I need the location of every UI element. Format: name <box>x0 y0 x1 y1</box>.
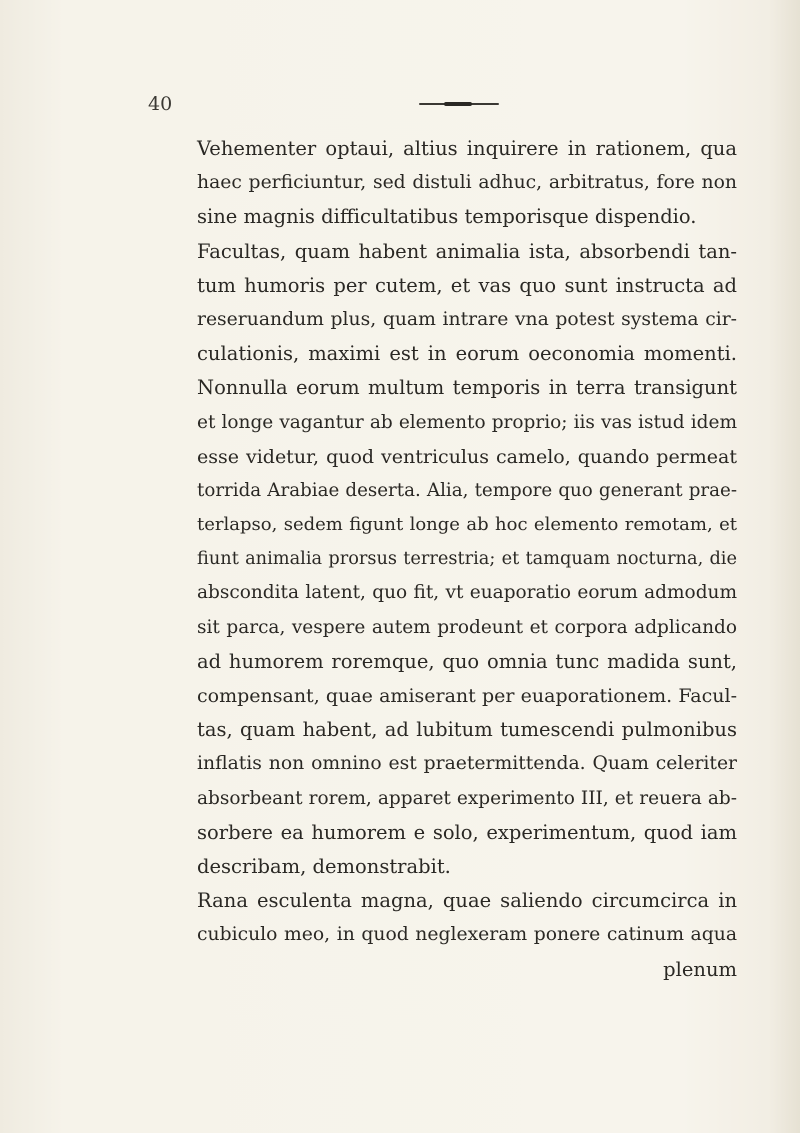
text-line: sit parca, vespere autem prodeunt et corpora adplicando <box>197 616 737 638</box>
text-line: torrida Arabiae deserta. Alia, tempore quo generant prae- <box>197 479 737 501</box>
text-line: terlapso, sedem figunt longe ab hoc elemento remotam, et <box>197 514 737 536</box>
text-line: tas, quam habent, ad lubitum tumescendi pulmonibus <box>197 718 737 742</box>
text-line: Vehementer optaui, altius inquirere in rationem, qua <box>197 137 737 160</box>
text-line: inflatis non omnino est praetermittenda. Quam celeriter <box>197 753 737 775</box>
page-number: 40 <box>148 93 173 115</box>
text-line: cubiculo meo, in quod neglexeram ponere catinum aqua <box>197 924 737 946</box>
text-line: tum humoris per cutem, et vas quo sunt instructa ad <box>197 273 737 297</box>
text-line: fiunt animalia prorsus terrestria; et tamquam nocturna, die <box>197 549 737 570</box>
text-line: Facultas, quam habent animalia ista, absorbendi tan- <box>197 239 737 263</box>
text-line: abscondita latent, quo fit, vt euaporatio eorum admodum <box>197 582 737 604</box>
header-ornament-rule <box>419 103 499 105</box>
text-line: absorbeant rorem, apparet experimento III, et reuera ab- <box>197 787 737 809</box>
text-line: sine magnis difficultatibus temporisque dispendio. <box>197 205 697 229</box>
body-text <box>197 132 737 987</box>
text-line: esse videtur, quod ventriculus camelo, quando permeat <box>197 445 737 468</box>
text-line: describam, demonstrabit. <box>197 854 451 878</box>
text-line: ad humorem roremque, quo omnia tunc madida sunt, <box>197 649 737 673</box>
text-line: Rana esculenta magna, quae saliendo circumcirca in <box>197 889 737 913</box>
text-line: reseruandum plus, quam intrare vna potest systema cir- <box>197 308 737 330</box>
text-line: et longe vagantur ab elemento proprio; iis vas istud idem <box>197 411 737 433</box>
catchword: plenum <box>663 957 737 981</box>
text-line: haec perficiuntur, sed distuli adhuc, arbitratus, fore non <box>197 172 737 194</box>
text-line: compensant, quae amiserant per euaporationem. Facul- <box>197 685 737 707</box>
text-line: sorbere ea humorem e solo, experimentum, quod iam <box>197 820 737 844</box>
text-line: culationis, maximi est in eorum oeconomia momenti. <box>197 342 737 366</box>
text-line: Nonnulla eorum multum temporis in terra transigunt <box>197 376 737 400</box>
